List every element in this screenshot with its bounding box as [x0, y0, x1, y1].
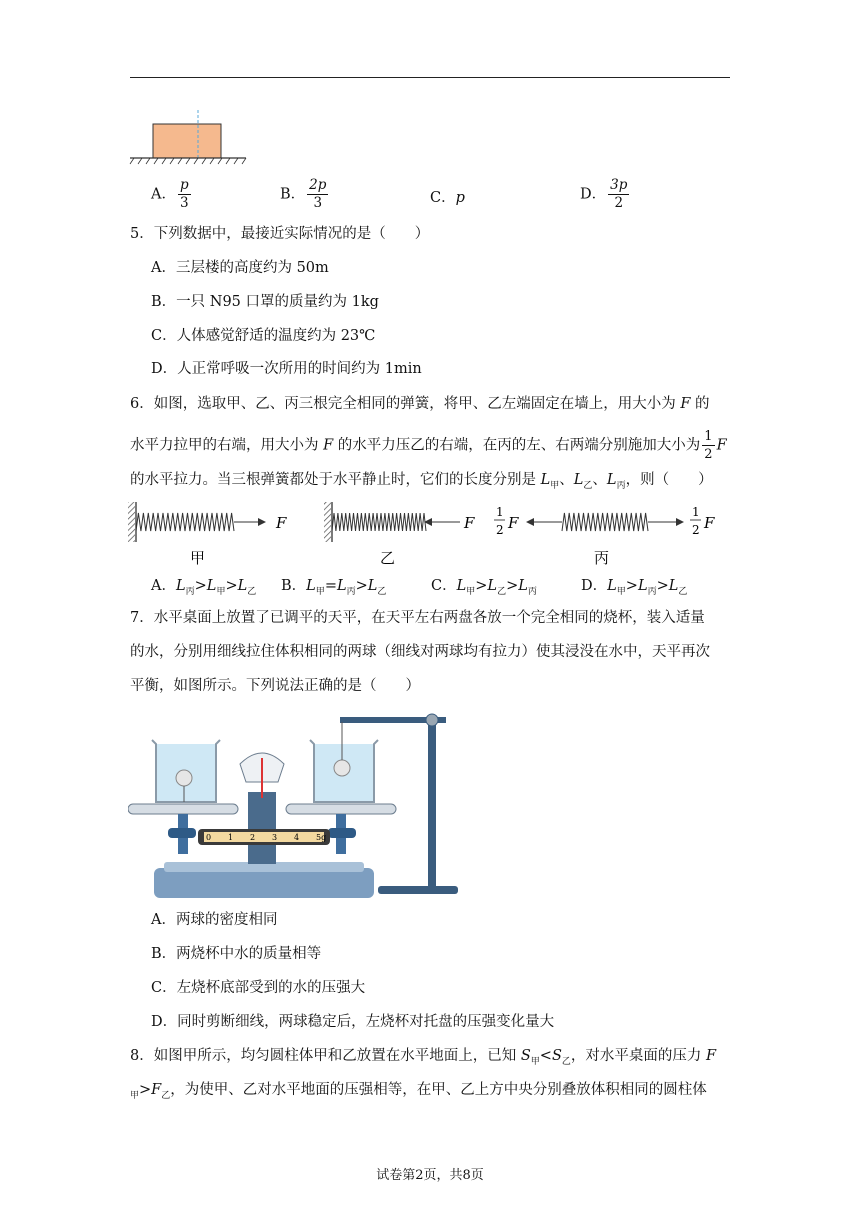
ground-hatch — [130, 158, 246, 164]
option-letter: A． — [151, 578, 176, 594]
q8-line-1 — [130, 1046, 716, 1068]
length-symbol: L — [518, 578, 528, 594]
fraction-numerator: 1 — [704, 429, 713, 444]
relation: > — [506, 578, 519, 594]
q6-line-3 — [130, 470, 713, 492]
length-symbol: L — [573, 472, 584, 488]
text: ，为使甲、乙对水平地面的压强相等，在甲、乙上方中央分别叠放体积相同的圆柱体 — [170, 1082, 707, 1098]
length-symbol: L — [606, 472, 617, 488]
area-symbol: S — [551, 1048, 562, 1064]
text: 8．如图甲所示，均匀圆柱体甲和乙放置在水平地面上，已知 — [130, 1048, 521, 1064]
length-symbol: L — [637, 578, 648, 594]
relation: < — [539, 1048, 552, 1064]
left-pan[interactable] — [128, 804, 238, 814]
subscript: 甲 — [315, 587, 325, 597]
q7-option-a[interactable]: A．两球的密度相同 — [151, 912, 278, 928]
wall — [128, 502, 135, 542]
ruler-number: 2 — [250, 833, 256, 842]
relation: > — [475, 578, 488, 594]
half-num: 1 — [692, 505, 700, 519]
text: ，则（ ） — [625, 472, 713, 488]
subscript: 丙 — [346, 587, 356, 597]
fraction — [608, 177, 629, 212]
half-fraction — [702, 428, 714, 463]
force-symbol: F — [151, 1082, 162, 1098]
q6-option-d[interactable] — [581, 574, 687, 595]
option-letter: C． — [431, 578, 457, 594]
subscript: 甲 — [530, 1057, 540, 1067]
ruler-number: 3 — [272, 833, 278, 842]
option-text: p — [455, 190, 465, 206]
header-rule — [130, 77, 730, 78]
spring-label-yi: 乙 — [380, 549, 396, 567]
force-label: F — [704, 514, 715, 532]
spring-coil — [562, 513, 648, 531]
length-symbol: L — [607, 578, 617, 594]
fraction-numerator: 3p — [610, 177, 628, 193]
subscript: 甲 — [466, 587, 476, 597]
subscript: 丙 — [185, 587, 195, 597]
ruler-number: 4 — [294, 833, 300, 842]
subscript: 甲 — [550, 481, 560, 491]
q6-option-a[interactable] — [151, 574, 256, 595]
subscript: 丙 — [616, 481, 626, 491]
subscript: 乙 — [678, 587, 688, 597]
spring-coil — [332, 513, 426, 531]
subscript: 丙 — [527, 587, 537, 597]
subscript: 乙 — [247, 587, 257, 597]
q6-line-1 — [130, 394, 710, 414]
q7-option-c[interactable]: C．左烧杯底部受到的水的压强大 — [151, 980, 366, 996]
balance-base — [154, 868, 374, 898]
force-symbol: F — [680, 396, 691, 412]
ruler-number: 1 — [228, 833, 234, 842]
relation: > — [225, 578, 238, 594]
q6-option-b[interactable] — [281, 574, 386, 595]
length-symbol: L — [306, 578, 316, 594]
length-symbol: L — [456, 578, 467, 594]
option-letter: B． — [280, 186, 306, 203]
ruler — [204, 832, 327, 842]
spring-label-jia: 甲 — [190, 549, 206, 567]
q4-option-a[interactable] — [151, 177, 193, 212]
q7-option-d[interactable]: D．同时剪断细线，两球稳定后，左烧杯对托盘的压强变化量大 — [151, 1014, 555, 1030]
ruler-number: 0 — [206, 833, 212, 842]
option-letter: C． — [430, 190, 456, 206]
relation: > — [194, 578, 207, 594]
spring-jia — [128, 502, 287, 567]
subscript: 甲 — [616, 587, 626, 597]
length-symbol: L — [487, 578, 498, 594]
subscript: 乙 — [497, 587, 507, 597]
subscript: 乙 — [161, 1091, 171, 1101]
block-figure — [128, 108, 248, 168]
q5-stem: 5．下列数据中，最接近实际情况的是（ ） — [130, 226, 430, 242]
subscript: 甲 — [130, 1091, 140, 1101]
q7-line-2: 的水，分别用细线拉住体积相同的两球（细线对两球均有拉力）使其浸没在水中，天平再次 — [130, 644, 710, 660]
q5-option-c[interactable]: C．人体感觉舒适的温度约为 23℃ — [151, 328, 376, 344]
separator: 、 — [592, 472, 607, 488]
fraction-numerator: p — [179, 177, 189, 193]
length-symbol: L — [237, 578, 248, 594]
ruler-number: 5g — [316, 833, 327, 842]
subscript: 乙 — [377, 587, 387, 597]
stand-pole — [428, 720, 436, 892]
spring-yi — [324, 502, 475, 567]
option-letter: D． — [581, 578, 608, 594]
subscript: 乙 — [561, 1057, 571, 1067]
fraction — [178, 177, 191, 212]
wall — [324, 502, 331, 542]
q5-option-b[interactable]: B．一只 N95 口罩的质量约为 1kg — [151, 294, 379, 310]
option-letter: B． — [281, 578, 307, 594]
option-letter: D． — [580, 186, 607, 203]
stand-clamp — [426, 714, 438, 726]
subscript: 乙 — [583, 481, 593, 491]
area-symbol: S — [520, 1048, 531, 1064]
q5-option-d[interactable]: D．人正常呼吸一次所用的时间约为 1min — [151, 361, 422, 377]
stand-base — [378, 886, 458, 894]
q6-line-2 — [130, 428, 727, 463]
length-symbol: L — [175, 578, 186, 594]
text: 水平力拉甲的右端，用大小为 — [130, 437, 324, 454]
force-symbol: F — [323, 437, 334, 454]
separator: 、 — [559, 472, 574, 488]
q5-option-a[interactable]: A．三层楼的高度约为 50m — [151, 260, 329, 276]
right-ball — [334, 760, 350, 776]
fraction-denominator: 2 — [614, 195, 624, 211]
force-symbol: F — [716, 437, 727, 454]
right-pan[interactable] — [286, 804, 396, 814]
fraction-denominator: 3 — [313, 195, 323, 211]
block-shape — [153, 124, 221, 158]
text: 的水平力压乙的右端，在丙的左、右两端分别施加大小为 — [333, 437, 701, 454]
half-den: 2 — [692, 523, 700, 537]
force-label: F — [276, 514, 287, 532]
q7-line-3: 平衡，如图所示。下列说法正确的是（ ） — [130, 678, 420, 694]
force-symbol: F — [706, 1048, 717, 1064]
half-num: 1 — [496, 505, 504, 519]
q6-option-c[interactable] — [431, 574, 537, 595]
relation: > — [139, 1082, 152, 1098]
fraction-denominator: 3 — [180, 195, 189, 211]
spring-label-bing: 丙 — [594, 549, 610, 567]
text: 的水平拉力。当三根弹簧都处于水平静止时，它们的长度分别是 — [130, 472, 541, 488]
text: ，对水平桌面的压力 — [570, 1048, 707, 1064]
q4-option-d[interactable] — [580, 177, 631, 212]
balance-pillar — [248, 792, 276, 864]
fraction-numerator: 2p — [309, 177, 327, 193]
q4-option-c[interactable] — [430, 186, 465, 207]
subscript: 甲 — [216, 587, 226, 597]
balance-figure — [128, 702, 458, 902]
q8-line-2 — [130, 1080, 707, 1102]
text: 的 — [690, 396, 710, 412]
fraction — [307, 177, 328, 212]
text: 6．如图，选取甲、乙、丙三根完全相同的弹簧，将甲、乙左端固定在墙上，用大小为 — [130, 396, 681, 412]
spring-coil — [136, 513, 234, 531]
relation: > — [625, 578, 638, 594]
half-den: 2 — [496, 523, 504, 537]
relation: > — [656, 578, 669, 594]
left-ball — [176, 770, 192, 786]
fraction-denominator: 2 — [704, 447, 713, 462]
page-footer: 试卷第2页，共8页 — [376, 1168, 484, 1183]
force-label: F — [464, 514, 475, 532]
length-symbol: L — [540, 472, 551, 488]
relation: = — [324, 578, 337, 594]
q7-option-b[interactable]: B．两烧杯中水的质量相等 — [151, 946, 322, 962]
subscript: 丙 — [647, 587, 657, 597]
springs-figure — [126, 498, 726, 568]
q4-option-b[interactable] — [280, 177, 330, 212]
length-symbol: L — [367, 578, 378, 594]
option-letter: A． — [151, 186, 176, 203]
force-label: F — [508, 514, 519, 532]
q7-line-1: 7．水平桌面上放置了已调平的天平，在天平左右两盘各放一个完全相同的烧杯，装入适量 — [130, 610, 705, 626]
length-symbol: L — [336, 578, 347, 594]
length-symbol: L — [206, 578, 217, 594]
length-symbol: L — [668, 578, 679, 594]
relation: > — [355, 578, 368, 594]
spring-bing — [494, 505, 715, 567]
